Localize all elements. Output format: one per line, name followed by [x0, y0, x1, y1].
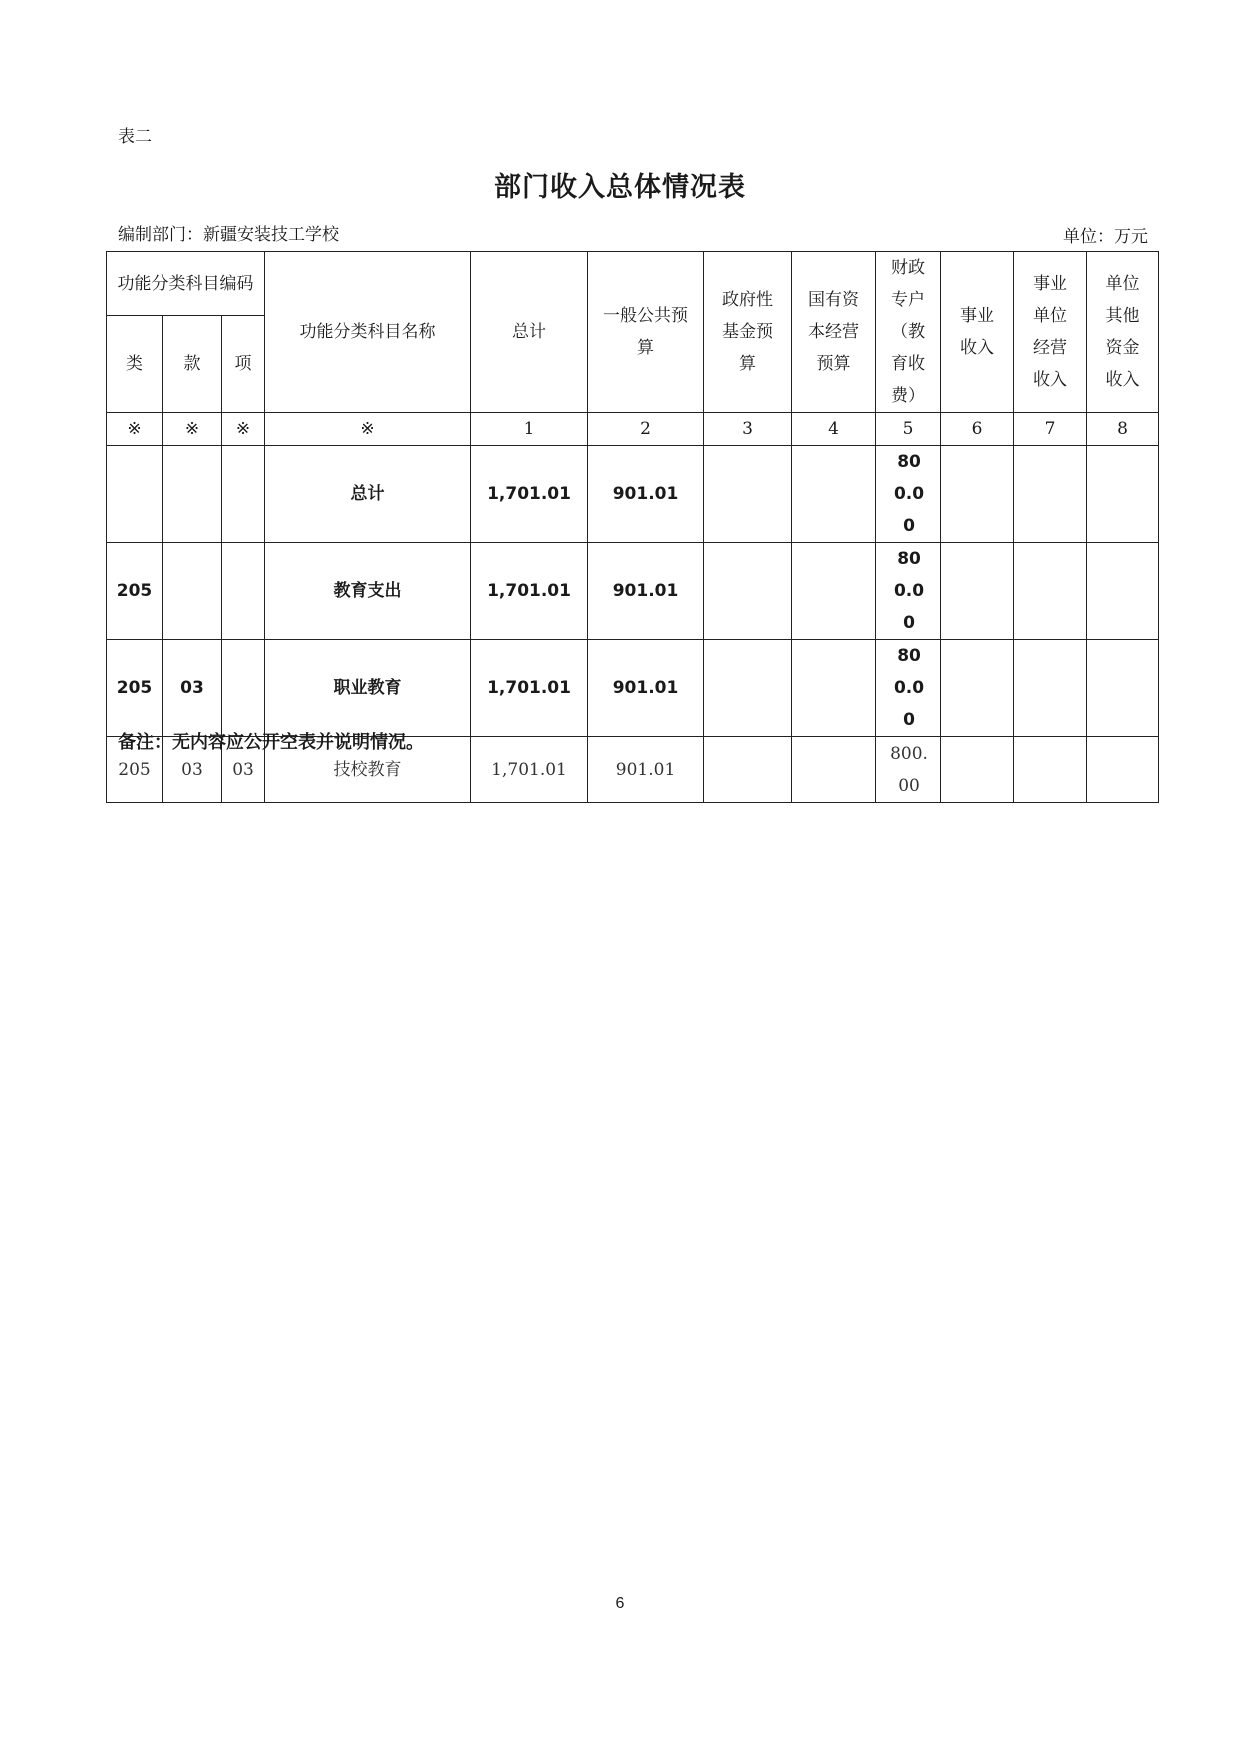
header-gov-fund: 政府性基金预算 — [704, 252, 792, 413]
symbol-row — [107, 413, 1159, 446]
cell-total: 1,701.01 — [471, 543, 588, 640]
cell-state-capital — [792, 446, 876, 543]
table-row — [107, 640, 1159, 737]
symbol-cell: ※ — [222, 413, 265, 446]
department-label: 编制部门：新疆安装技工学校 — [118, 225, 339, 245]
footnote: 备注：无内容应公开空表并说明情况。 — [118, 732, 424, 753]
symbol-cell: 2 — [588, 413, 704, 446]
page-number: 6 — [615, 1595, 625, 1612]
header-business-income: 事业收入 — [941, 252, 1014, 413]
cell-business — [941, 737, 1014, 803]
cell-xiang: 03 — [222, 737, 265, 803]
header-unit-operating: 事业单位经营收入 — [1014, 252, 1087, 413]
cell-operating — [1014, 737, 1087, 803]
cell-kuan — [163, 543, 222, 640]
cell-name: 职业教育 — [265, 640, 471, 737]
symbol-cell: 4 — [792, 413, 876, 446]
cell-fiscal-special: 800.00 — [876, 543, 941, 640]
cell-general: 901.01 — [588, 640, 704, 737]
symbol-cell: 5 — [876, 413, 941, 446]
symbol-cell: 7 — [1014, 413, 1087, 446]
income-table — [106, 251, 1159, 803]
cell-state-capital — [792, 543, 876, 640]
cell-kuan — [163, 446, 222, 543]
cell-lei: 205 — [107, 543, 163, 640]
cell-gov-fund — [704, 640, 792, 737]
cell-total: 1,701.01 — [471, 737, 588, 803]
symbol-cell: ※ — [107, 413, 163, 446]
cell-lei — [107, 446, 163, 543]
symbol-cell: 3 — [704, 413, 792, 446]
cell-operating — [1014, 543, 1087, 640]
cell-xiang — [222, 446, 265, 543]
header-lei: 类 — [107, 316, 163, 413]
unit-label: 单位：万元 — [1063, 227, 1148, 247]
header-xiang: 项 — [222, 316, 265, 413]
cell-total: 1,701.01 — [471, 640, 588, 737]
cell-fiscal-special: 800.00 — [876, 737, 941, 803]
header-state-capital: 国有资本经营预算 — [792, 252, 876, 413]
cell-general: 901.01 — [588, 543, 704, 640]
cell-operating — [1014, 640, 1087, 737]
header-total: 总计 — [471, 252, 588, 413]
header-code-group: 功能分类科目编码 — [107, 252, 265, 316]
cell-other — [1087, 446, 1159, 543]
cell-business — [941, 446, 1014, 543]
header-other-funds: 单位其他资金收入 — [1087, 252, 1159, 413]
cell-fiscal-special: 800.00 — [876, 640, 941, 737]
cell-name: 技校教育 — [265, 737, 471, 803]
symbol-cell: 1 — [471, 413, 588, 446]
symbol-cell: ※ — [265, 413, 471, 446]
table-row — [107, 543, 1159, 640]
cell-lei: 205 — [107, 640, 163, 737]
cell-gov-fund — [704, 737, 792, 803]
header-name: 功能分类科目名称 — [265, 252, 471, 413]
cell-general: 901.01 — [588, 446, 704, 543]
cell-gov-fund — [704, 446, 792, 543]
cell-name: 教育支出 — [265, 543, 471, 640]
cell-xiang — [222, 543, 265, 640]
cell-other — [1087, 737, 1159, 803]
symbol-cell: ※ — [163, 413, 222, 446]
cell-business — [941, 543, 1014, 640]
cell-general: 901.01 — [588, 737, 704, 803]
cell-other — [1087, 640, 1159, 737]
cell-name: 总计 — [265, 446, 471, 543]
page-title: 部门收入总体情况表 — [494, 172, 746, 203]
cell-fiscal-special: 800.00 — [876, 446, 941, 543]
cell-lei: 205 — [107, 737, 163, 803]
cell-kuan: 03 — [163, 640, 222, 737]
table-label: 表二 — [118, 127, 152, 147]
table-row — [107, 446, 1159, 543]
header-general-budget: 一般公共预算 — [588, 252, 704, 413]
cell-state-capital — [792, 640, 876, 737]
cell-xiang — [222, 640, 265, 737]
header-fiscal-special: 财政专户（教育收费） — [876, 252, 941, 413]
cell-other — [1087, 543, 1159, 640]
cell-kuan: 03 — [163, 737, 222, 803]
cell-total: 1,701.01 — [471, 446, 588, 543]
cell-state-capital — [792, 737, 876, 803]
cell-business — [941, 640, 1014, 737]
cell-gov-fund — [704, 543, 792, 640]
symbol-cell: 6 — [941, 413, 1014, 446]
header-kuan: 款 — [163, 316, 222, 413]
symbol-cell: 8 — [1087, 413, 1159, 446]
cell-operating — [1014, 446, 1087, 543]
